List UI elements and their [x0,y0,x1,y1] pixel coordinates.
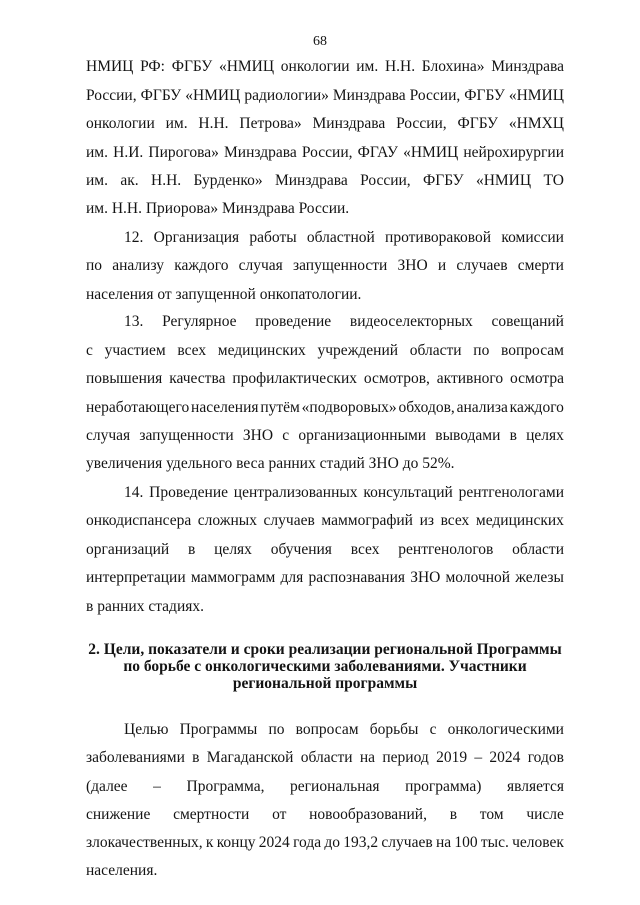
word: по [473,342,490,359]
word: является [507,778,564,795]
word: Н.Н. [384,58,416,75]
word: «НМИЦ [218,58,275,75]
word: онкологии [280,58,350,75]
text-line [86,342,564,360]
word: том [479,806,504,823]
heading-line: 2. Цели, показатели и сроки реализации региональной Программы [88,641,562,658]
word: комиссии [501,229,564,246]
word: анализа [456,399,508,416]
word: период [382,749,429,766]
word: им. [165,115,188,132]
word: Проведение [149,484,228,501]
word: качества [169,370,226,387]
word: обучения [270,541,332,558]
word: Н.Н. [151,172,182,189]
word: Петрова» [239,115,302,132]
word: на [359,749,376,766]
word: населения [191,399,259,416]
word: в [188,541,196,558]
word: числе [526,806,564,823]
word: России, [360,172,411,189]
word: случаев [381,834,433,851]
word: области [300,749,353,766]
word: противораковой [385,229,492,246]
word: каждого [509,399,564,416]
text-line [86,806,564,824]
word: к [205,834,214,851]
word: «НМИЦ [475,172,532,189]
text-line [86,541,564,559]
word: медицинских [217,342,306,359]
word: онкодиспансера [86,512,192,529]
text-line [124,721,564,739]
word: Минздрава [491,58,564,75]
heading-line: региональной программы [232,675,418,692]
word: повышения [86,370,163,387]
word: в [192,749,200,766]
word: маммограмм [190,569,276,586]
word: смерти [517,257,564,274]
word: новообразований, [309,806,427,823]
word: централизованных [233,484,358,501]
text-line: им. Н.Н. Приорова» Минздрава России. [86,200,350,217]
word: осмотра [510,370,564,387]
text-line: населения от запущенной онкопатологии. [86,286,362,303]
word: 2024 [258,834,290,851]
word: всех [350,541,380,558]
word: НМИЦ [86,58,134,75]
word: случая [86,427,131,444]
word: участием [104,342,166,359]
text-line [124,484,564,502]
text-line [86,370,564,388]
word: 193,2 [343,834,379,851]
word: консультаций [363,484,453,501]
word: России, [396,115,447,132]
word: Целью [124,721,169,738]
word: в [449,806,458,823]
word: из [419,512,434,529]
word: 12. [124,229,144,246]
page-number: 68 [313,34,327,49]
word: Блохина» [421,58,485,75]
heading-line: по борьбе с онкологическими заболеваниями. Участники [123,658,527,675]
word: путём [260,399,300,416]
word: целях [214,541,252,558]
word: им. [86,172,108,189]
word: обходов, [398,399,455,416]
text-line [124,313,564,331]
word: активного [436,370,504,387]
word: ЗНО [410,569,441,586]
word: области [409,342,462,359]
word: по [268,721,285,738]
word: им. [356,58,379,75]
word: маммографий [321,512,413,529]
word: ТО [543,172,564,189]
word: случая [238,257,283,274]
word: России, [301,144,353,161]
text-line [86,87,564,105]
word: для [280,569,304,586]
word: ФГБУ [140,87,182,104]
word: 2019 [436,749,468,766]
word: проведение [255,313,332,330]
word: случаев [263,512,315,529]
word: ФГБУ [423,172,464,189]
word: молочной [445,569,511,586]
word: вопросам [501,342,564,359]
word: «НМХЦ [508,115,564,132]
word: совещаний [491,313,564,330]
word: всех [177,342,207,359]
word: ФГБУ [464,87,505,104]
word: снижение [86,806,151,823]
word: нейрохирургии [463,144,564,161]
word: им. [86,144,108,161]
word: радиологии» [244,87,329,104]
word: Н.И. [113,144,144,161]
word: вопросам [295,721,359,738]
word: в [509,427,517,444]
word: сложных [197,512,257,529]
word: всех [440,512,470,529]
word: интерпретации [86,569,186,586]
word: каждого [174,257,229,274]
word: области [512,541,564,558]
word: 13. [124,313,144,330]
text-line [86,58,564,76]
word: и [437,257,447,274]
word: борьбы [369,721,419,738]
word: неработающего [86,399,190,416]
word: ФГБУ [457,115,499,132]
word: распознавания [308,569,406,586]
word: ЗНО [242,427,274,444]
word: Минздрава [332,87,406,104]
word: РФ: [140,58,165,75]
word: (далее [86,778,128,795]
word: ак. [120,172,139,189]
text-line [86,834,564,852]
word: Программы [179,721,258,738]
text-line [86,144,564,162]
word: запущенности [139,427,234,444]
word: 100 [454,834,478,851]
word: Н.Н. [198,115,229,132]
word: «НМИЦ [403,144,459,161]
word: работы [249,229,297,246]
word: «НМИЦ [508,87,564,104]
text-line [86,399,564,417]
word: с [429,721,437,738]
text-line [86,778,564,796]
word: «подворовых» [301,399,397,416]
word: Организация [153,229,240,246]
text-line [86,749,564,767]
word: года [293,834,322,851]
word: медицинских [475,512,564,529]
word: выводами [435,427,501,444]
word: злокачественных, [86,834,203,851]
word: до [324,834,341,851]
word: организационными [298,427,427,444]
word: Программа, [186,778,265,795]
word: анализу [112,257,165,274]
word: программа) [405,778,482,795]
text-line [86,427,564,445]
word: человек [512,834,564,851]
word: рентгенологами [458,484,564,501]
word: железы [515,569,564,586]
text-line [86,512,564,530]
word: видеоселекторных [349,313,473,330]
word: годов [527,749,564,766]
word: 14. [124,484,144,501]
word: Минздрава [224,144,297,161]
word: запущенности [293,257,388,274]
word: с [86,342,93,359]
word: осмотров, [363,370,430,387]
word: ФГАУ [357,144,398,161]
word: Магаданской [206,749,294,766]
word: «НМИЦ [185,87,241,104]
text-line [124,229,564,247]
word: России, [409,87,461,104]
text-line: населения. [86,862,158,879]
word: по [86,257,103,274]
word: организаций [86,541,170,558]
word: профилактических [232,370,357,387]
word: – [474,749,483,766]
text-line [86,569,564,587]
word: рентгенологов [398,541,494,558]
word: – [153,778,161,795]
word: с [282,427,290,444]
word: учреждений [317,342,399,359]
word: от [272,806,287,823]
text-line [86,115,564,133]
word: ФГБУ [171,58,213,75]
text-line: увеличения удельного веса ранних стадий ЗНО до 52%. [86,455,455,472]
word: смертности [173,806,250,823]
word: Бурденко» [193,172,263,189]
word: России, [86,87,137,104]
word: заболеваниями [86,749,185,766]
word: целях [526,427,564,444]
text-line [86,172,564,190]
word: Пирогова» [148,144,219,161]
word: онкологическими [447,721,564,738]
word: концу [216,834,256,851]
text-line [86,257,564,275]
word: тыс. [480,834,509,851]
word: областной [306,229,375,246]
text-line: в ранних стадиях. [86,598,204,615]
word: ЗНО [397,257,428,274]
word: региональная [290,778,380,795]
word: случаев [456,257,508,274]
word: на [435,834,452,851]
word: Минздрава [274,172,348,189]
word: онкологии [86,115,155,132]
word: 2024 [489,749,521,766]
word: Регулярное [162,313,237,330]
word: Минздрава [312,115,386,132]
